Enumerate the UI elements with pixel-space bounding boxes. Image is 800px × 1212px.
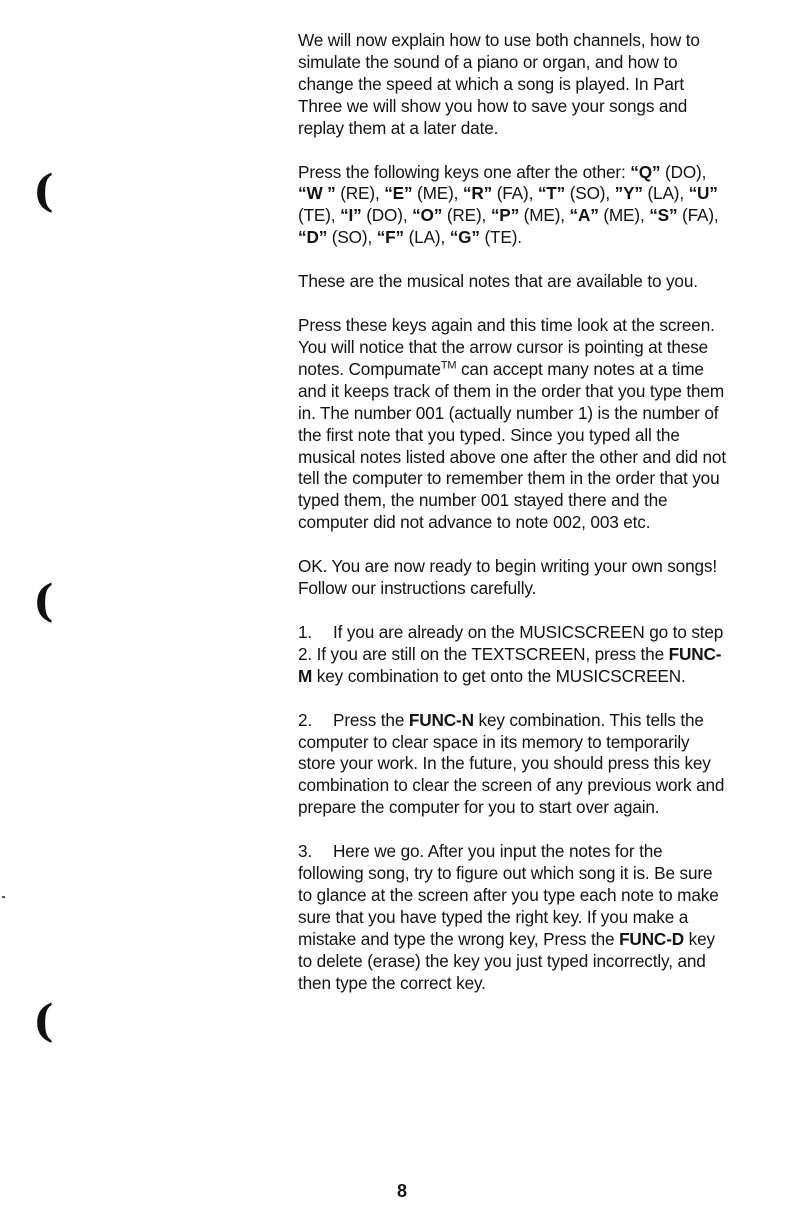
step-text: If you are already on the MUSICSCREEN go to step 2. If you are still on the TEXTSCREEN, press the (298, 621, 724, 664)
note-d: (SO), (327, 227, 377, 248)
cursor-text-start: Press these keys again and this time look at the screen. You will notice that the arrow cursor is pointing at these notes. Compumate (298, 315, 715, 379)
note-i: (DO), (361, 205, 413, 226)
body-text (298, 30, 728, 1017)
note-r: (FA), (492, 183, 538, 204)
key-a: “A” (569, 205, 599, 226)
cursor-text-end: can accept many notes at a time and it keeps track of them in the order that you type them in. The number 001 (actually number 1) is the number of the first note that you typed. Since you typed all the musical notes listed above one after the other and did not tell the computer to remember them in the order that you typed them, the number 001 stayed there and the computer did not advance to note 002, 003 etc. (298, 358, 726, 533)
key-f: “F” (376, 227, 404, 248)
key-w: “W ” (298, 183, 336, 204)
note-q: (DO), (660, 161, 707, 182)
key-t: “T” (537, 183, 566, 204)
key-u: “U” (688, 183, 718, 204)
key-combo: FUNC-D (619, 928, 685, 949)
key-i: “I” (340, 205, 362, 226)
note-p: (ME), (519, 205, 570, 226)
step-3 (298, 841, 728, 994)
step-2 (298, 710, 728, 820)
key-e: “E” (384, 183, 413, 204)
step-text: key to delete (erase) the key you just typed incorrectly, and then type the correct key. (298, 928, 715, 993)
note-s: (FA), (677, 205, 719, 226)
note-e: (ME), (412, 183, 463, 204)
note-g: (TE). (479, 227, 522, 248)
key-o: “O” (412, 205, 443, 226)
note-w: (RE), (335, 183, 385, 204)
binder-hole-mark-bottom: ( (33, 996, 54, 1047)
step-text: key combination. This tells the computer to clear space in its memory to temporarily store your work. In the future, you should press this key combination to clear the screen of any previous work and prepare the computer for you to start over again. (298, 709, 725, 818)
key-g: “G” (449, 227, 480, 248)
paragraph-available-notes: These are the musical notes that are available to you. (298, 271, 698, 292)
note-u: (TE), (298, 205, 341, 226)
key-d: “D” (298, 227, 328, 248)
binder-hole-mark-middle: ( (33, 576, 54, 627)
scan-speck (2, 896, 5, 898)
page-number: 8 (396, 1181, 407, 1201)
trademark-mark: TM (440, 359, 457, 372)
paragraph-cursor-explanation (298, 315, 728, 534)
key-combo: FUNC-M (298, 643, 722, 686)
binder-hole-mark-top: ( (33, 166, 54, 217)
step-number: 3. (298, 841, 313, 862)
note-y: (LA), (642, 183, 689, 204)
step-1 (298, 622, 728, 688)
step-number: 1. (298, 621, 313, 642)
step-number: 2. (298, 709, 313, 730)
note-f: (LA), (403, 227, 450, 248)
note-t: (SO), (565, 183, 615, 204)
key-r: “R” (462, 183, 493, 204)
paragraph-intro: We will now explain how to use both channels, how to simulate the sound of a piano or organ, and how to change the speed at which a song is played. In Part Three we will show you how to save your songs and replay them at a later date. (298, 30, 700, 138)
note-o: (RE), (442, 205, 491, 226)
paragraph-ready: OK. You are now ready to begin writing your own songs! Follow our instructions carefully. (298, 556, 717, 599)
key-list-intro: Press the following keys one after the other: (298, 161, 631, 182)
step-text: Here we go. After you input the notes for the following song, try to figure out which song it is. Be sure to glance at the screen after you type each note to make sure that you have typed the right key. If you make a mistake and type the wrong key, Press the (298, 841, 719, 949)
step-text: Press the (333, 709, 409, 730)
key-p: “P” (490, 205, 520, 226)
note-a: (ME), (598, 205, 650, 226)
key-y: ”Y” (614, 183, 643, 204)
key-s: “S” (649, 205, 678, 226)
key-combo: FUNC-N (408, 709, 474, 730)
paragraph-key-list (298, 162, 728, 250)
key-q: “Q” (630, 161, 661, 182)
step-text: key combination to get onto the MUSICSCREEN. (312, 665, 686, 686)
